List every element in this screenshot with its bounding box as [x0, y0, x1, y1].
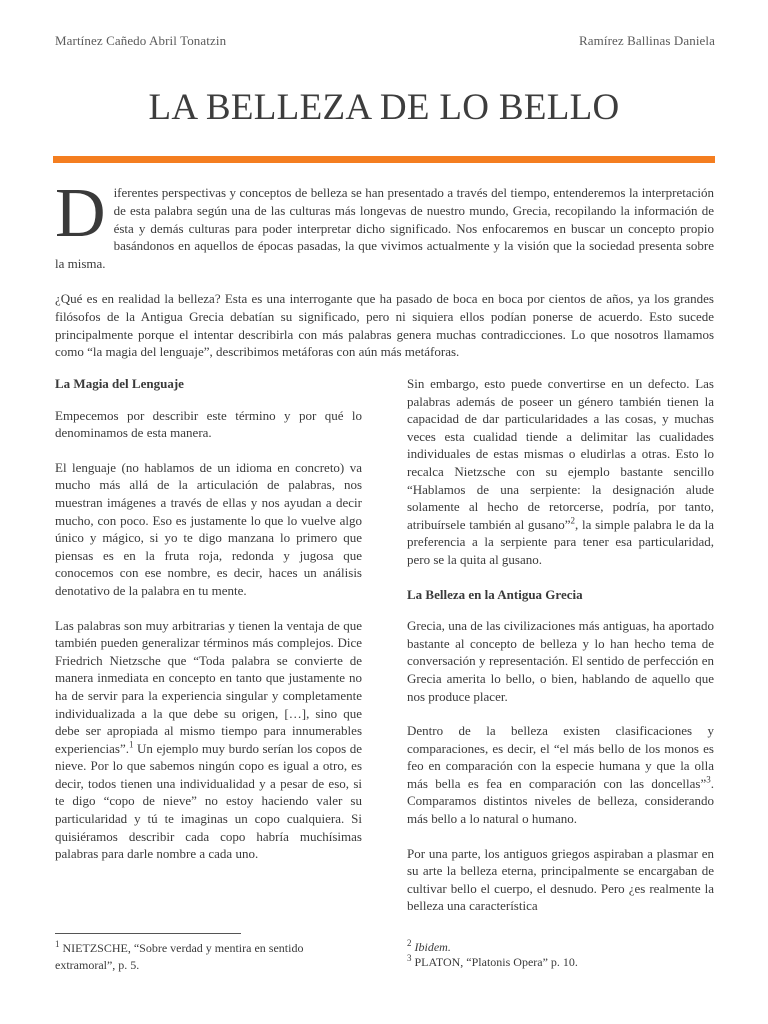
section-heading-magia: La Magia del Lenguaje: [55, 376, 184, 391]
footnote-3-number: 3: [407, 953, 412, 963]
left-column: [55, 375, 362, 880]
right-paragraph-2: Grecia, una de las civilizaciones más antiguas, ha aportado bastante al concepto de belleza y lo han hecho tema de conversación y representación. El sentido de perfección en Grecia amerita lo bello, o bien, hablando de aquello que nos produce placer.: [407, 618, 714, 704]
question-paragraph: ¿Qué es en realidad la belleza? Esta es una interrogante que ha pasado de boca en boca por cientos de años, ya los grandes filósofos de la Antigua Grecia debatían su significado, pero ni siquiera ellos podían ponerse de acuerdo. Esto sucede principalmente porque el intentar describirla con más palabras genera muchas contradicciones. Lo que nosotros llamamos como “la magia del lenguaje”, describimos metáforas con aún más metáforas.: [55, 291, 714, 360]
footnotes-right: [407, 940, 707, 970]
intro-text: iferentes perspectivas y conceptos de belleza se han presentado a través del tiempo, entenderemos la interpretación de esta palabra según una de las culturas más longevas de nuestro mundo, Grecia, recopilando la información de ésta y demás culturas para poder interpretar dicho significado. Nos enfocaremos en buscar un concepto propio basándonos en aquellos de épocas pasadas, la que vivimos actualmente y la visión que la sociedad presenta sobre la misma.: [55, 185, 714, 272]
right-p1-text-b: , la simple palabra le da la preferencia a la serpiente para tener esa particularidad, pero se la quita al gusano.: [407, 516, 714, 567]
footnote-2-text: Ibidem.: [414, 940, 451, 954]
author-right: Ramírez Ballinas Daniela: [579, 33, 715, 48]
footnote-1-text: NIETZSCHE, “Sobre verdad y mentira en sentido extramoral”, p. 5.: [55, 941, 304, 972]
right-p1-text-a: Sin embargo, esto puede convertirse en un defecto. Las palabras además de poseer un género también tienen la capacidad de dar particularidades a las cosas, y muchas veces esta cualidad tiende a delimitar las cualidades individuales de estas mismas o eludirlas a otras. Esto lo recalca Nietzsche con su ejemplo bastante sencillo “Hablamos de una serpiente: la designación alude solamente al hecho de retorcerse, podría, por tanto, atribuírsele también al gusano”: [407, 376, 714, 532]
page-title: LA BELLEZA DE LO BELLO: [148, 87, 620, 128]
section-heading-grecia: La Belleza en la Antigua Grecia: [407, 586, 583, 602]
footnote-3: [407, 955, 707, 970]
right-p3-text-a: Dentro de la belleza existen clasificaciones y comparaciones, es decir, el “el más bello de los monos es feo en comparación con la especie humana y que la olla más bella es fea en comparación con las doncellas”: [407, 723, 714, 791]
right-column: [407, 375, 714, 932]
left-paragraph-1: Empecemos por describir este término y por qué lo denominamos de esta manera.: [55, 407, 362, 441]
right-p3-text-b: . Comparamos distintos niveles de belleza, considerando más bello a lo natural o humano.: [407, 775, 714, 827]
author-left: Martínez Cañedo Abril Tonatzin: [55, 33, 227, 48]
right-paragraph-4: Por una parte, los antiguos griegos aspiraban a plasmar en su arte la belleza eterna, principalmente se encargaban de cultivar bello el cuerpo, el desnudo. Pero ¿es realmente la belleza una característica: [407, 845, 714, 914]
footnote-2: [407, 940, 707, 955]
right-paragraph-3: [407, 722, 714, 828]
title-accent-rule: [53, 156, 715, 163]
footnote-3-text: PLATON, “Platonis Opera” p. 10.: [411, 955, 578, 969]
left-paragraph-3: [55, 617, 362, 863]
left-p3-text-b: Un ejemplo muy burdo serían los copos de nieve. Por lo que sabemos ningún copo es igual a otro, es decir, todos tienen una individualidad y a pesar de eso, si te digo “copo de nieve” no estoy haciendo valer su particularidad y tú te imaginas un copo cualquiera. Si quisiéramos describir cada copo habría muchísimas palabras para darle nombre a cada uno.: [55, 740, 362, 862]
footnote-ref-2: 2: [570, 515, 576, 526]
left-p3-text-a: Las palabras son muy arbitrarias y tienen la ventaja de que también pueden generalizar términos más complejos. Dice Friedrich Nietzsche que “Toda palabra se convierte de manera inmediata en concepto en tanto que justamente no ha de servir para la experiencia singular y completamente individualizada a la que debe su origen, […], sino que debe ser apropiada al mismo tiempo para innumerables experiencias”.: [55, 617, 362, 756]
intro-paragraph: [55, 175, 714, 273]
footnote-2-number: 2: [407, 938, 412, 948]
footnote-separator: [55, 933, 241, 934]
author-header: [55, 33, 715, 49]
footnote-ref-3: 3: [706, 774, 711, 785]
footnote-ref-1: 1: [128, 739, 134, 750]
footnote-1: [55, 940, 355, 974]
right-paragraph-1: [407, 375, 714, 569]
left-paragraph-2: El lenguaje (no hablamos de un idioma en concreto) va mucho más allá de la articulación de palabras, nos muestran imágenes a través de ellas y nos ayudan a decir mucho, con poco. Eso es justamente lo que lo vuelve algo único y mágico, si yo te digo manzana lo primero que piensas es en la fruta roja, redonda y jugosa que conocemos con ese nombre, es decir, haces un análisis denotativo de la palabra en tu mente.: [55, 459, 362, 598]
footnote-1-number: 1: [55, 939, 60, 949]
drop-cap: D: [55, 175, 106, 252]
footnotes-left: [55, 940, 355, 974]
